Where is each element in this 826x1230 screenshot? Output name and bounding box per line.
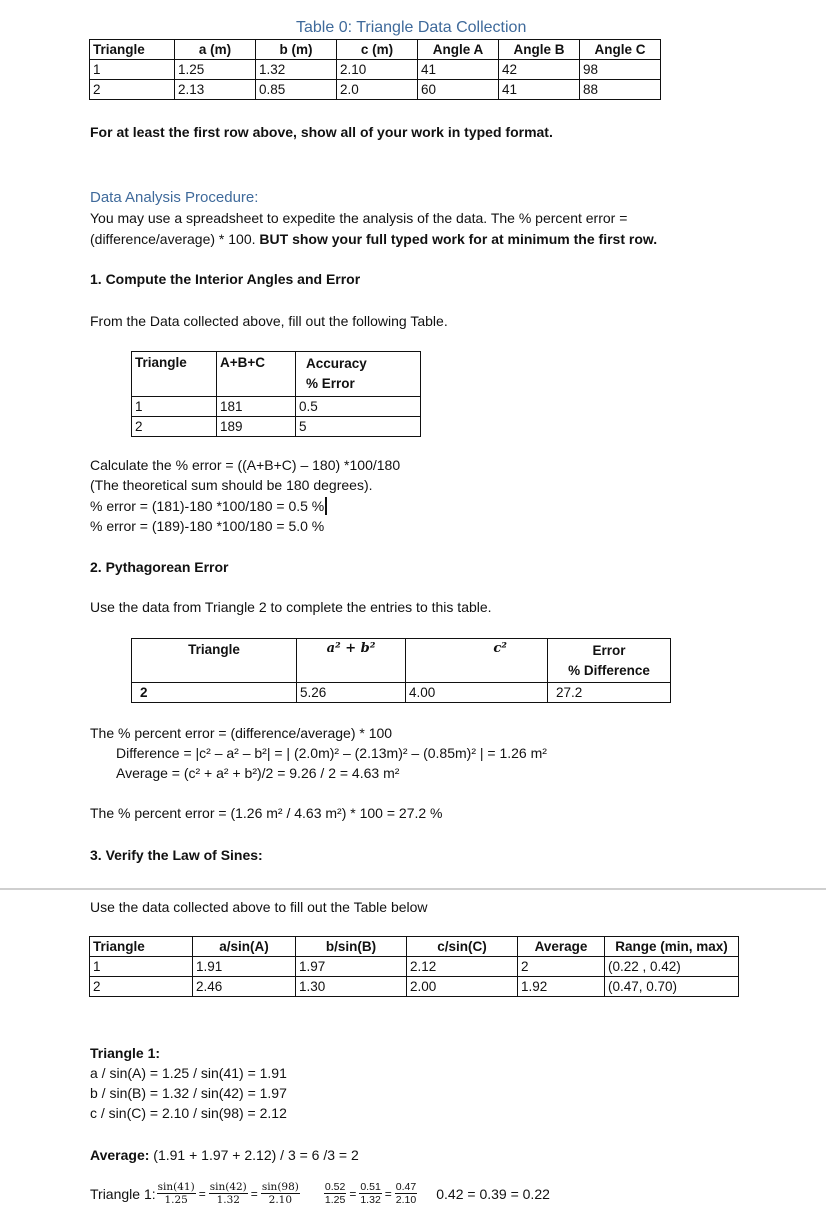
calc-line-2: (The theoretical sum should be 180 degrees). — [90, 477, 373, 493]
fraction — [261, 1181, 300, 1206]
average-line — [90, 1147, 359, 1163]
col-header: a² + b² — [297, 639, 406, 683]
equals-sign: = — [198, 1186, 206, 1201]
equals-sign: = — [349, 1186, 357, 1201]
cell: 0.5 — [296, 397, 421, 417]
fraction-num: 0.51 — [360, 1181, 381, 1193]
equals-sign: = — [384, 1186, 392, 1201]
col-header — [548, 639, 671, 683]
col-header: b/sin(B) — [296, 937, 407, 957]
table-header-row — [90, 937, 739, 957]
cell: 1.92 — [518, 977, 605, 997]
cell: 98 — [580, 60, 661, 80]
cell: 1.30 — [296, 977, 407, 997]
col-header: Angle A — [418, 40, 499, 60]
cell: 2.46 — [193, 977, 296, 997]
triangle-data-table — [89, 39, 661, 100]
procedure-line-2-bold: BUT show your full typed work for at minimum the first row. — [259, 231, 658, 247]
percent-difference-label: % Difference — [568, 663, 650, 678]
percent-error-label: % Error — [306, 376, 355, 391]
text-cursor — [325, 497, 327, 515]
ratio-result: 0.42 = 0.39 = 0.22 — [436, 1185, 550, 1202]
ratio-label: Triangle 1: — [90, 1185, 156, 1202]
fraction-den: 1.32 — [360, 1194, 381, 1206]
work-line-2: b / sin(B) = 1.32 / sin(42) = 1.97 — [90, 1085, 287, 1101]
procedure-line-2 — [90, 231, 657, 247]
col-header: Range (min, max) — [605, 937, 739, 957]
cell: (0.47, 0.70) — [605, 977, 739, 997]
cell: 1.91 — [193, 957, 296, 977]
section3-intro: Use the data collected above to fill out the Table below — [90, 899, 428, 915]
pyth-line-1: The % percent error = (difference/average) * 100 — [90, 725, 393, 741]
pyth-line-3: Average = (c² + a² + b²)/2 = 9.26 / 2 = 4.63 m² — [116, 765, 400, 781]
col-header: c (m) — [337, 40, 418, 60]
cell: 181 — [217, 397, 296, 417]
cell: 2 — [90, 80, 175, 100]
cell: 5 — [296, 417, 421, 437]
fraction-num: 0.52 — [324, 1181, 346, 1193]
table-row — [132, 397, 421, 417]
cell: 60 — [418, 80, 499, 100]
table-row — [132, 417, 421, 437]
ratio-line — [90, 1181, 550, 1206]
cell: 2.13 — [175, 80, 256, 100]
section3-heading: 3. Verify the Law of Sines: — [90, 847, 263, 863]
cell: 1.25 — [175, 60, 256, 80]
procedure-heading: Data Analysis Procedure: — [90, 189, 259, 206]
col-header: Angle B — [499, 40, 580, 60]
fraction — [395, 1181, 417, 1206]
cell: (0.22 , 0.42) — [605, 957, 739, 977]
cell: 2 — [90, 977, 193, 997]
fraction — [324, 1181, 346, 1206]
cell: 41 — [499, 80, 580, 100]
accuracy-label: Accuracy — [306, 356, 367, 371]
cell: 1.32 — [256, 60, 337, 80]
cell: 1 — [90, 957, 193, 977]
col-header: Average — [518, 937, 605, 957]
procedure-line-2-plain: (difference/average) * 100. — [90, 231, 260, 247]
fraction-den: 1.25 — [164, 1194, 188, 1206]
fraction — [209, 1181, 248, 1206]
calc-line-3-text: % error = (181)-180 *100/180 = 0.5 % — [90, 498, 325, 514]
fraction-num: sin(98) — [261, 1181, 299, 1193]
cell: 2 — [132, 683, 297, 703]
table-row — [90, 977, 739, 997]
fraction — [359, 1181, 381, 1206]
fraction-den: 2.10 — [395, 1194, 417, 1206]
procedure-line-1: You may use a spreadsheet to expedite the analysis of the data. The % percent error = — [90, 210, 628, 226]
instruction-text: For at least the first row above, show all of your work in typed format. — [90, 124, 553, 140]
cell: 2.10 — [337, 60, 418, 80]
cell: 2 — [518, 957, 605, 977]
table-header-row — [132, 639, 671, 683]
cell: 1.97 — [296, 957, 407, 977]
cell: 42 — [499, 60, 580, 80]
col-header: c² — [406, 639, 548, 683]
pyth-line-2: Difference = |c² – a² – b²| = | (2.0m)² – (2.13m)² – (0.85m)² | = 1.26 m² — [116, 745, 547, 761]
section2-heading: 2. Pythagorean Error — [90, 559, 229, 575]
law-of-sines-table — [89, 936, 739, 997]
col-header: Angle C — [580, 40, 661, 60]
col-header: Triangle — [132, 639, 297, 683]
equals-sign: = — [250, 1186, 258, 1201]
fraction — [157, 1181, 196, 1206]
cell: 2.12 — [407, 957, 518, 977]
fraction-den: 2.10 — [268, 1194, 293, 1206]
col-header — [296, 352, 421, 397]
table0-title: Table 0: Triangle Data Collection — [296, 19, 527, 36]
fraction-den: 1.25 — [324, 1194, 346, 1206]
pythagorean-table — [131, 638, 671, 703]
calc-line-4: % error = (189)-180 *100/180 = 5.0 % — [90, 518, 325, 534]
col-header: a/sin(A) — [193, 937, 296, 957]
cell: 2.0 — [337, 80, 418, 100]
pyth-line-4: The % percent error = (1.26 m² / 4.63 m²) * 100 = 27.2 % — [90, 805, 443, 821]
col-header: b (m) — [256, 40, 337, 60]
fraction-den: 1.32 — [216, 1194, 240, 1206]
col-header: Triangle — [132, 352, 217, 397]
average-text: (1.91 + 1.97 + 2.12) / 3 = 6 /3 = 2 — [149, 1147, 359, 1163]
table-row — [90, 80, 661, 100]
cell: 41 — [418, 60, 499, 80]
table-row — [132, 683, 671, 703]
cell: 1 — [132, 397, 217, 417]
col-header: Triangle — [90, 937, 193, 957]
col-header: a (m) — [175, 40, 256, 60]
cell: 2 — [132, 417, 217, 437]
calc-line-3 — [90, 497, 327, 515]
cell: 27.2 — [548, 683, 671, 703]
col-header: Triangle — [90, 40, 175, 60]
cell: 4.00 — [406, 683, 548, 703]
work-line-1: a / sin(A) = 1.25 / sin(41) = 1.91 — [90, 1065, 287, 1081]
fraction-num: sin(41) — [157, 1181, 195, 1193]
fraction-num: sin(42) — [209, 1181, 247, 1193]
cell: 88 — [580, 80, 661, 100]
col-header: A+B+C — [217, 352, 296, 397]
cell: 2.00 — [407, 977, 518, 997]
section1-heading: 1. Compute the Interior Angles and Error — [90, 271, 361, 287]
cell: 189 — [217, 417, 296, 437]
cell: 5.26 — [297, 683, 406, 703]
table-row — [90, 957, 739, 977]
cell: 0.85 — [256, 80, 337, 100]
page-divider — [0, 888, 826, 890]
table-header-row — [132, 352, 421, 397]
work-line-3: c / sin(C) = 2.10 / sin(98) = 2.12 — [90, 1105, 287, 1121]
table-row — [90, 60, 661, 80]
section2-intro: Use the data from Triangle 2 to complete the entries to this table. — [90, 599, 492, 615]
cell: 1 — [90, 60, 175, 80]
interior-angles-table — [131, 351, 421, 437]
section1-intro: From the Data collected above, fill out the following Table. — [90, 313, 448, 329]
average-label: Average: — [90, 1147, 150, 1163]
work-title: Triangle 1: — [90, 1045, 161, 1061]
col-header: c/sin(C) — [407, 937, 518, 957]
error-label: Error — [592, 643, 626, 658]
calc-line-1: Calculate the % error = ((A+B+C) – 180) *100/180 — [90, 457, 401, 473]
table-header-row — [90, 40, 661, 60]
fraction-num: 0.47 — [395, 1181, 417, 1193]
